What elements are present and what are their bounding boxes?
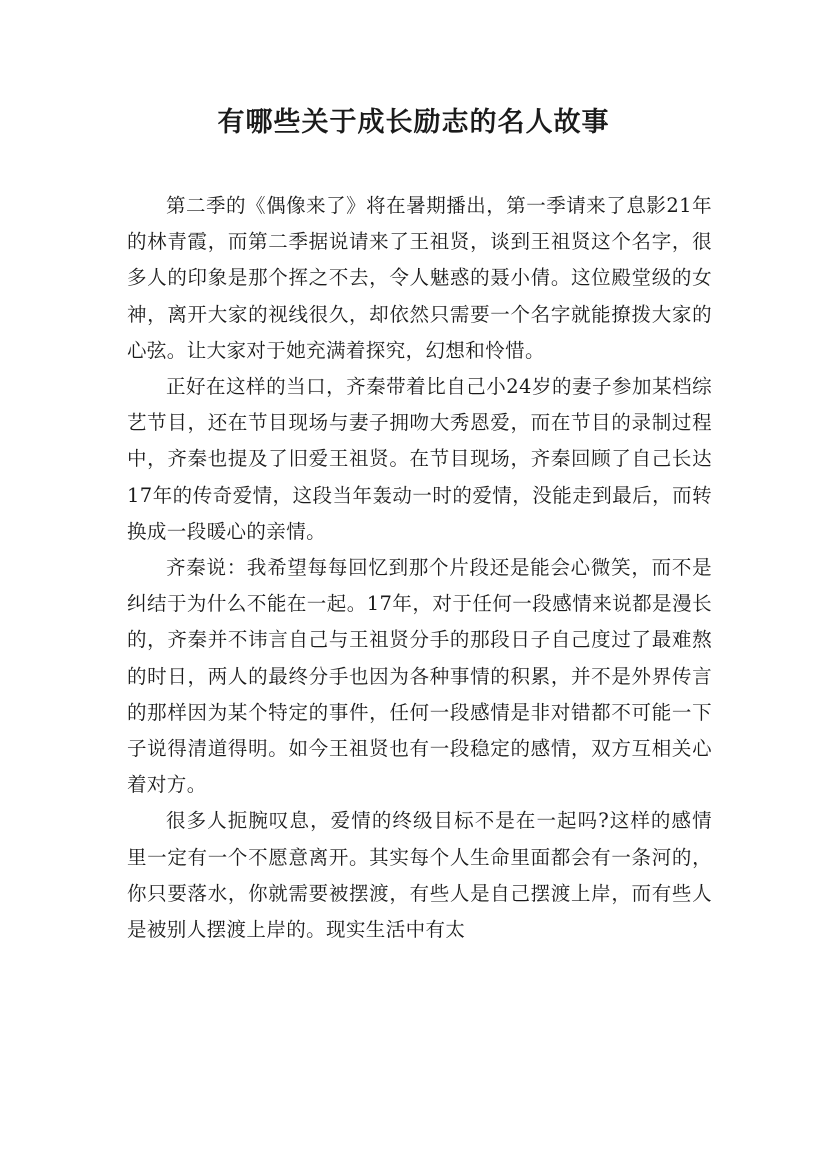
document-body bbox=[127, 188, 712, 948]
paragraph: 正好在这样的当口，齐秦带着比自己小24岁的妻子参加某档综艺节目，还在节目现场与妻子拥吻大秀恩爱，而在节目的录制过程中，齐秦也提及了旧爱王祖贤。在节目现场，齐秦回顾了自己长达17年的传奇爱情，这段当年轰动一时的爱情，没能走到最后，而转换成一段暖心的亲情。 bbox=[127, 375, 712, 543]
paragraph: 很多人扼腕叹息，爱情的终级目标不是在一起吗?这样的感情里一定有一个不愿意离开。其实每个人生命里面都会有一条河的，你只要落水，你就需要被摆渡，有些人是自己摆渡上岸，而有些人是被别人摆渡上岸的。现实生活中有太 bbox=[127, 809, 712, 942]
paragraph: 第二季的《偶像来了》将在暑期播出，第一季请来了息影21年的林青霞，而第二季据说请来了王祖贤，谈到王祖贤这个名字，很多人的印象是那个挥之不去，令人魅惑的聂小倩。这位殿堂级的女神，离开大家的视线很久，却依然只需要一个名字就能撩拨大家的心弦。让大家对于她充满着探究，幻想和怜惜。 bbox=[127, 194, 712, 362]
paragraph: 齐秦说：我希望每每回忆到那个片段还是能会心微笑，而不是纠结于为什么不能在一起。17年，对于任何一段感情来说都是漫长的，齐秦并不讳言自己与王祖贤分手的那段日子自己度过了最难熬的时日，两人的最终分手也因为各种事情的积累，并不是外界传言的那样因为某个特定的事件，任何一段感情是非对错都不可能一下子说得清道得明。如今王祖贤也有一段稳定的感情，双方互相关心着对方。 bbox=[127, 556, 712, 797]
document-title: 有哪些关于成长励志的名人故事 bbox=[217, 107, 610, 138]
